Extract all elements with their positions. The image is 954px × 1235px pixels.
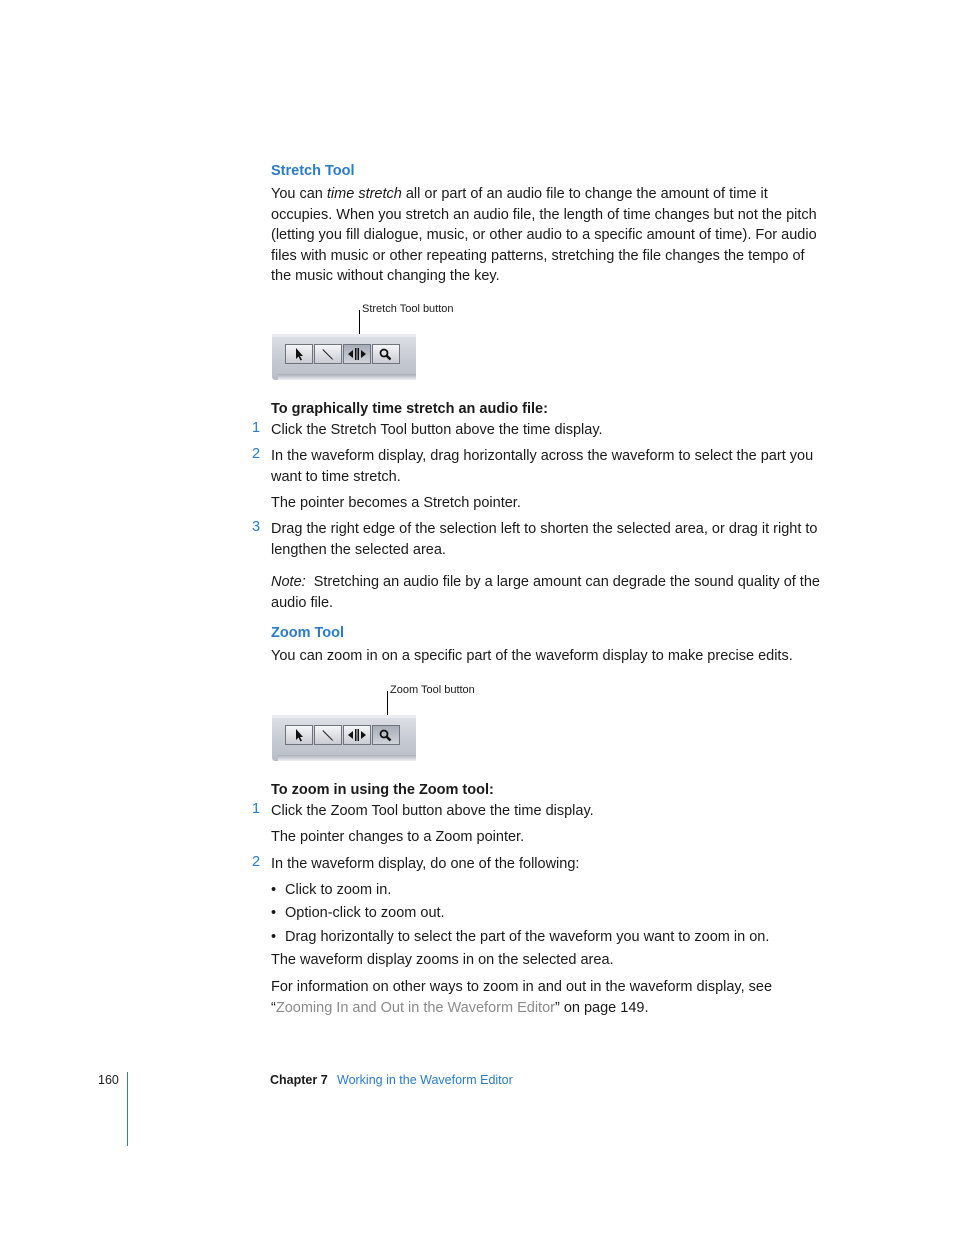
stretch-tool-heading: Stretch Tool: [271, 163, 355, 179]
intro-line: the music without changing the key.: [271, 268, 500, 284]
pencil-icon[interactable]: [314, 344, 342, 364]
stretch-task-heading: To graphically time stretch an audio file:: [271, 401, 548, 417]
step-number: 1: [252, 420, 261, 436]
stretch-step-2: [271, 446, 831, 487]
step-line: want to time stretch.: [271, 468, 401, 485]
zoom-result: The waveform display zooms in on the selected area.: [271, 952, 614, 968]
zoom-tool-heading: Zoom Tool: [271, 625, 345, 641]
stretch-tool-callout: Stretch Tool button: [362, 303, 454, 315]
bullet-text: Drag horizontally to select the part of the waveform you want to zoom in on.: [285, 929, 770, 945]
bullet: •: [271, 882, 277, 898]
intro-text: all or part of an audio file to change the amount of time it: [401, 186, 768, 202]
step-number: 2: [252, 446, 261, 462]
bullet: •: [271, 905, 277, 921]
intro-line: (letting you fill dialogue, music, or other audio to a specific amount of time). For audio: [271, 227, 817, 243]
list-item: [271, 927, 770, 948]
stretch-icon[interactable]: [343, 344, 371, 364]
zoom-tool-callout: Zoom Tool button: [390, 684, 475, 696]
chapter-label: Chapter 7: [270, 1073, 328, 1087]
stretch-step-2-result: The pointer becomes a Stretch pointer.: [271, 495, 521, 511]
step-line: Drag the right edge of the selection left to shorten the selected area, or drag it right to: [271, 521, 818, 537]
page-reference: ” on page 149.: [554, 999, 649, 1016]
step-number: 3: [252, 519, 261, 535]
bullet-text: Option-click to zoom out.: [285, 905, 445, 921]
note-label: Note:: [271, 574, 306, 590]
magnifier-icon[interactable]: [372, 344, 400, 364]
zoom-task-heading: To zoom in using the Zoom tool:: [271, 782, 494, 798]
arrow-pointer-icon[interactable]: [285, 344, 313, 364]
note-text: Stretching an audio file by a large amount can degrade the sound quality of the: [313, 574, 820, 590]
stretch-icon[interactable]: [343, 725, 371, 745]
step-line: In the waveform display, drag horizontally across the waveform to select the part you: [271, 448, 814, 464]
list-item: [271, 880, 392, 901]
zoom-step-1: Click the Zoom Tool button above the time display.: [271, 803, 594, 819]
step-line: lengthen the selected area.: [271, 541, 446, 558]
stretch-toolbar-image: [272, 334, 416, 380]
zoom-step-2: In the waveform display, do one of the following:: [271, 856, 580, 872]
more-info-line: For information on other ways to zoom in and out in the waveform display, see: [271, 979, 773, 995]
intro-line: occupies. When you stretch an audio file, the length of time changes but not the pitch: [271, 206, 817, 223]
intro-line: files with music or other repeating patterns, stretching the file changes the tempo of: [271, 247, 805, 264]
list-item: [271, 903, 445, 924]
stretch-intro: [271, 184, 831, 287]
page-number: 160: [98, 1073, 119, 1087]
step-number: 1: [252, 801, 261, 817]
arrow-pointer-icon[interactable]: [285, 725, 313, 745]
pencil-icon[interactable]: [314, 725, 342, 745]
stretch-step-3: [271, 519, 831, 560]
zoom-more-info: [271, 977, 831, 1018]
stretch-note: [271, 572, 831, 613]
step-number: 2: [252, 854, 261, 870]
magnifier-icon[interactable]: [372, 725, 400, 745]
bullet: •: [271, 929, 277, 945]
note-text: audio file.: [271, 594, 334, 611]
intro-emphasis: time stretch: [326, 186, 402, 202]
zooming-in-out-link[interactable]: Zooming In and Out in the Waveform Editor: [275, 999, 555, 1016]
bullet-text: Click to zoom in.: [285, 882, 392, 898]
page-margin-rule: [127, 1072, 128, 1146]
zoom-intro: You can zoom in on a specific part of the waveform display to make precise edits.: [271, 648, 793, 664]
zoom-step-1-result: The pointer changes to a Zoom pointer.: [271, 829, 525, 845]
quote-mark: “: [271, 999, 276, 1016]
chapter-title: Working in the Waveform Editor: [337, 1073, 513, 1087]
zoom-toolbar-image: [272, 715, 416, 761]
stretch-step-1: Click the Stretch Tool button above the time display.: [271, 422, 603, 438]
intro-text: You can: [271, 186, 327, 202]
